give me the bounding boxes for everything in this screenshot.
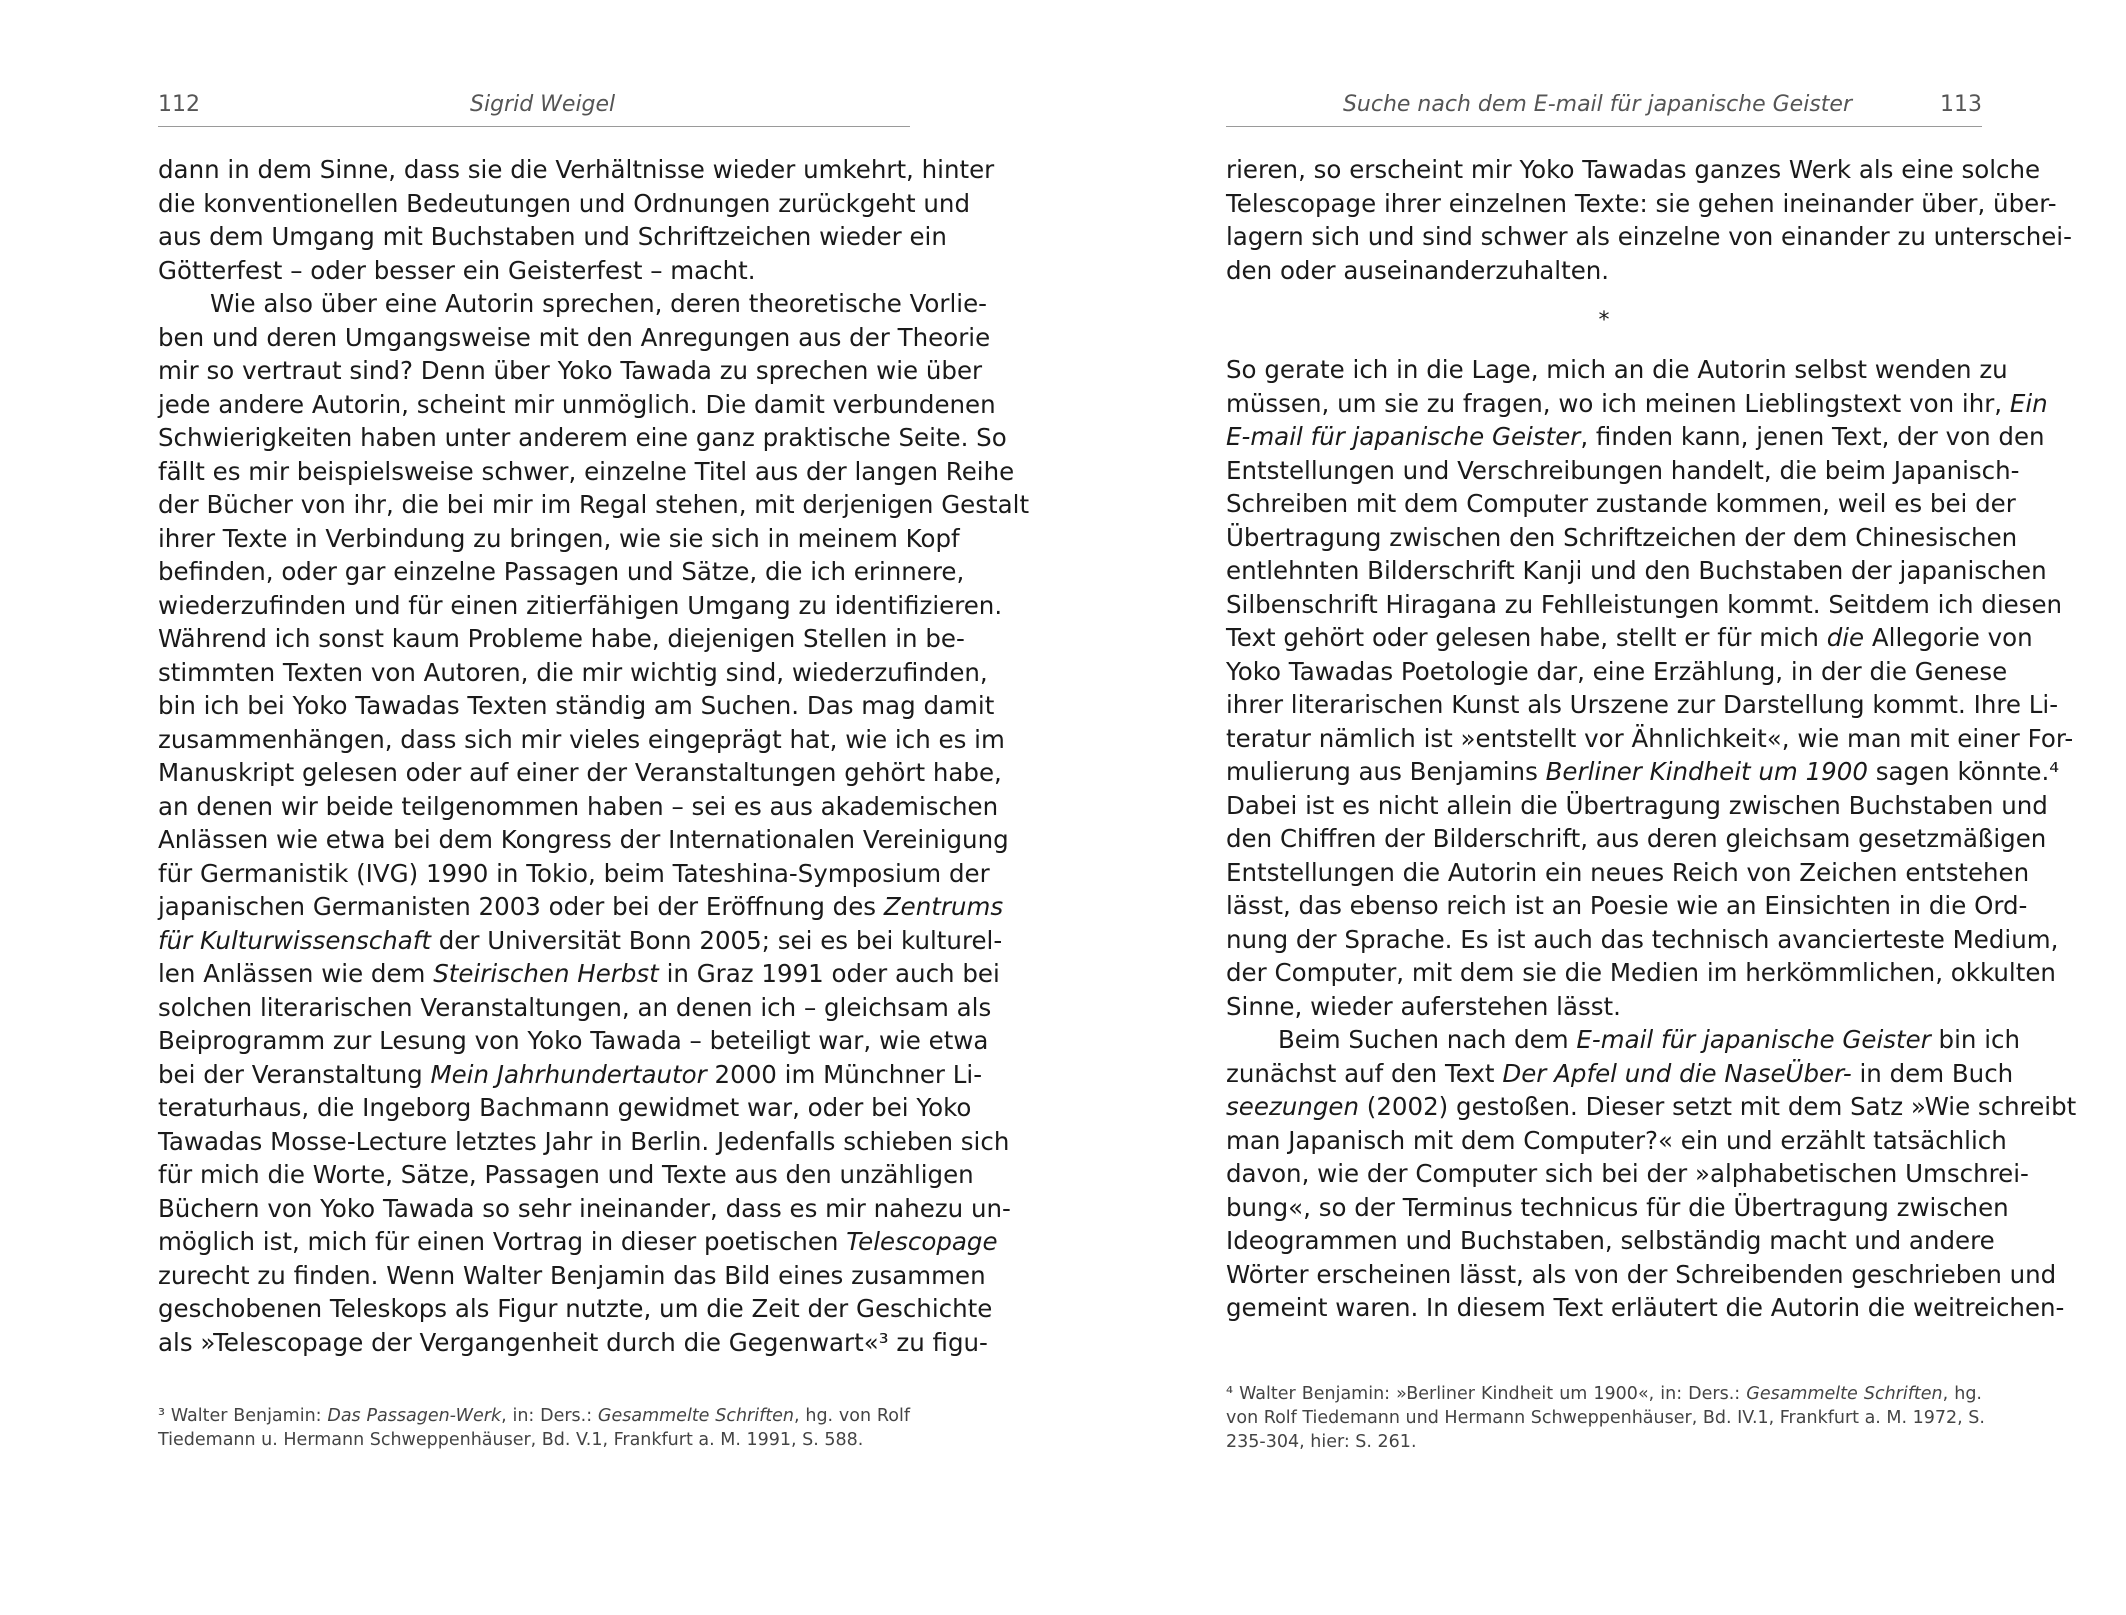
right-page (1226, 0, 2077, 1615)
italic-text: Zentrums (883, 892, 1004, 921)
text-line (158, 924, 1003, 958)
text-line (1226, 420, 2045, 454)
text-line: Anlässen wie etwa bei dem Kongress der Internationalen Vereinigung (158, 825, 1009, 854)
text-line: für mich die Worte, Sätze, Passagen und Texte aus den unzähligen (158, 1160, 974, 1189)
italic-text: Der Apfel und die Nase (1502, 1058, 1786, 1088)
left-footnote (158, 1404, 910, 1452)
text-segment: bei der Veranstaltung (158, 1059, 431, 1089)
text-line: nung der Sprache. Es ist auch das technisch avancierteste Medium, (1226, 924, 2059, 954)
text-line: teratur nämlich ist »entstellt vor Ähnlichkeit«, wie man mit einer For- (1226, 723, 2074, 753)
text-line: den oder auseinanderzuhalten. (1226, 255, 1610, 285)
text-line: Schreiben mit dem Computer zustande kommen, weil es bei der (1226, 489, 2016, 518)
text-segment: der Universität Bonn 2005; sei es bei kulturel- (430, 925, 1003, 955)
text-line: davon, wie der Computer sich bei der »alphabetischen Umschrei- (1226, 1159, 2029, 1188)
text-line: stimmten Texten von Autoren, die mir wichtig sind, wiederzufinden, (158, 657, 988, 687)
text-segment: zunächst auf den Text (1226, 1058, 1503, 1088)
left-page-number: 112 (158, 92, 200, 117)
text-segment: , in: Ders.: (501, 1406, 598, 1426)
footnote-line: von Rolf Tiedemann und Hermann Schweppenhäuser, Bd. IV.1, Frankfurt a. M. 1972, S. (1226, 1408, 1985, 1428)
text-segment: in Graz 1991 oder auch bei (658, 959, 1000, 988)
text-segment: ⁴ Walter Benjamin: »Berliner Kindheit um 1900«, in: Ders.: (1226, 1384, 1747, 1404)
italic-text: Mein Jahrhundertautor (430, 1059, 707, 1089)
text-line (158, 957, 1000, 991)
text-line: bung«, so der Terminus technicus für die Übertragung zwischen (1226, 1192, 2009, 1222)
text-line: Dabei ist es nicht allein die Übertragung zwischen Buchstaben und (1226, 790, 2048, 820)
text-line: mir so vertraut sind? Denn über Yoko Tawada zu sprechen wie über (158, 356, 983, 385)
footnote-line (158, 1404, 910, 1428)
text-line (1226, 755, 2060, 789)
text-line: Wörter erscheinen lässt, als von der Schreibenden geschrieben und (1226, 1259, 2057, 1289)
italic-text: seezungen (1226, 1092, 1359, 1121)
text-segment: , finden kann, jenen Text, der von den (1580, 422, 2045, 451)
italic-text: Telescopage (846, 1227, 998, 1256)
text-line: zusammenhängen, dass sich mir vieles eingeprägt hat, wie ich es im (158, 724, 1005, 754)
text-line: dann in dem Sinne, dass sie die Verhältnisse wieder umkehrt, hinter (158, 155, 995, 184)
text-line: man Japanisch mit dem Computer?« ein und erzählt tatsächlich (1226, 1125, 2007, 1155)
text-line: Ideogrammen und Buchstaben, selbständig macht und andere (1226, 1226, 1995, 1255)
text-line: geschobenen Teleskops als Figur nutzte, um die Zeit der Geschichte (158, 1294, 993, 1323)
text-segment: Text gehört oder gelesen habe, stellt er für mich (1226, 623, 1827, 652)
text-line: fällt es mir beispielsweise schwer, einzelne Titel aus der langen Reihe (158, 456, 1015, 486)
text-segment: , hg. von Rolf (794, 1406, 910, 1426)
text-line: befinden, oder gar einzelne Passagen und Sätze, die ich erinnere, (158, 557, 965, 586)
text-line: Manuskript gelesen oder auf einer der Veranstaltungen gehört habe, (158, 758, 1002, 787)
text-line: Während ich sonst kaum Probleme habe, diejenigen Stellen in be- (158, 624, 965, 653)
text-line: Büchern von Yoko Tawada so sehr ineinander, dass es mir nahezu un- (158, 1193, 1011, 1223)
text-line: aus dem Umgang mit Buchstaben und Schriftzeichen wieder ein (158, 222, 947, 251)
text-line (158, 890, 1004, 924)
text-segment: len Anlässen wie dem (158, 959, 434, 988)
right-body-text (1226, 153, 2077, 1325)
text-line (1226, 1090, 2077, 1124)
text-segment: (2002) gestoßen. Dieser setzt mit dem Satz »Wie schreibt (1358, 1092, 2077, 1121)
text-line: gemeint waren. In diesem Text erläutert die Autorin die weitreichen- (1226, 1293, 2065, 1322)
footnote-line: 235-304, hier: S. 261. (1226, 1432, 1417, 1452)
text-line: jede andere Autorin, scheint mir unmöglich. Die damit verbundenen (158, 389, 996, 419)
italic-text: Berliner Kindheit um 1900 (1545, 757, 1868, 786)
italic-text: Gesammelte Schriften (597, 1406, 794, 1426)
text-line: rieren, so erscheint mir Yoko Tawadas ganzes Werk als eine solche (1226, 155, 2041, 184)
right-running-head: Suche nach dem E-mail für japanische Geister (1342, 92, 1852, 117)
text-line: wiederzufinden und für einen zitierfähigen Umgang zu identifizieren. (158, 590, 1003, 620)
text-segment: mulierung aus Benjamins (1226, 757, 1546, 786)
text-line: Übertragung zwischen den Schriftzeichen der dem Chinesischen (1226, 522, 2018, 552)
text-line: Tawadas Mosse-Lecture letztes Jahr in Berlin. Jedenfalls schieben sich (158, 1126, 1010, 1156)
text-line: die konventionellen Bedeutungen und Ordnungen zurückgeht und (158, 188, 970, 218)
text-line: Silbenschrift Hiragana zu Fehlleistungen kommt. Seitdem ich diesen (1226, 589, 2063, 619)
text-segment: bin ich (1930, 1025, 2021, 1054)
italic-text: Steirischen Herbst (433, 959, 659, 988)
text-segment: ³ Walter Benjamin: (158, 1406, 328, 1426)
text-line: Entstellungen und Verschreibungen handelt, die beim Japanisch- (1226, 455, 2020, 485)
right-header (1226, 92, 1982, 127)
text-line: Götterfest – oder besser ein Geisterfest – macht. (158, 255, 756, 285)
italic-text: für Kulturwissenschaft (158, 925, 431, 955)
text-segment: sagen könnte.⁴ (1867, 757, 2060, 786)
footnote-line (1226, 1382, 1982, 1406)
left-header (158, 92, 910, 127)
text-line (1226, 1057, 2014, 1091)
text-line: So gerate ich in die Lage, mich an die Autorin selbst wenden zu (1226, 355, 2008, 384)
text-line: solchen literarischen Veranstaltungen, an denen ich – gleichsam als (158, 992, 992, 1022)
section-break-asterisk: * (1598, 308, 1610, 333)
text-segment: Beim Suchen nach dem (1278, 1025, 1577, 1054)
text-line (158, 1058, 983, 1092)
text-line (1226, 387, 2048, 421)
right-page-number: 113 (1940, 92, 1982, 117)
text-line (158, 1225, 998, 1259)
text-line: ihrer literarischen Kunst als Urszene zur Darstellung kommt. Ihre Li- (1226, 690, 2059, 719)
italic-text: Über- (1785, 1058, 1852, 1088)
text-line: Yoko Tawadas Poetologie dar, eine Erzählung, in der die Genese (1226, 656, 2008, 686)
footnote-line: Tiedemann u. Hermann Schweppenhäuser, Bd. V.1, Frankfurt a. M. 1991, S. 588. (158, 1430, 864, 1450)
text-line: der Computer, mit dem sie die Medien im herkömmlichen, okkulten (1226, 958, 2056, 987)
text-line: zurecht zu finden. Wenn Walter Benjamin das Bild eines zusammen (158, 1260, 986, 1290)
left-running-head: Sigrid Weigel (470, 92, 616, 117)
text-line (1226, 621, 2033, 655)
text-line: Beiprogramm zur Lesung von Yoko Tawada – beteiligt war, wie etwa (158, 1026, 989, 1055)
text-line: lässt, das ebenso reich ist an Poesie wie an Einsichten in die Ord- (1226, 891, 2028, 920)
text-line: den Chiffren der Bilderschrift, aus deren gleichsam gesetzmäßigen (1226, 824, 2047, 853)
left-body-text (158, 153, 1030, 1359)
text-line: für Germanistik (IVG) 1990 in Tokio, beim Tateshina-Symposium der (158, 858, 990, 888)
text-line: ben und deren Umgangsweise mit den Anregungen aus der Theorie (158, 322, 991, 352)
text-segment: möglich ist, mich für einen Vortrag in dieser poetischen (158, 1227, 847, 1256)
text-segment: 2000 im Münchner Li- (706, 1059, 983, 1089)
text-line: entlehnten Bilderschrift Kanji und den Buchstaben der japanischen (1226, 556, 2047, 585)
italic-text: E-mail für japanische Geister (1226, 422, 1581, 451)
right-footnote (1226, 1382, 1985, 1454)
text-line: lagern sich und sind schwer als einzelne von einander zu unterschei- (1226, 222, 2072, 251)
text-line: Wie also über eine Autorin sprechen, deren theoretische Vorlie- (210, 289, 988, 318)
italic-text: Das Passagen-Werk (327, 1406, 502, 1426)
text-line (1226, 1023, 2021, 1057)
italic-text: die (1826, 623, 1865, 652)
text-segment: in dem Buch (1851, 1058, 2014, 1088)
text-line: an denen wir beide teilgenommen haben – sei es aus akademischen (158, 791, 999, 821)
text-line: der Bücher von ihr, die bei mir im Regal stehen, mit derjenigen Gestalt (158, 490, 1030, 519)
text-segment: , hg. (1942, 1384, 1982, 1404)
text-line: Sinne, wieder auferstehen lässt. (1226, 991, 1621, 1021)
right-paragraph-continued (1226, 153, 2072, 287)
text-line: Telescopage ihrer einzelnen Texte: sie gehen ineinander über, über- (1226, 188, 2057, 218)
text-line: Schwierigkeiten haben unter anderem eine ganz praktische Seite. So (158, 423, 1007, 452)
text-segment: japanischen Germanisten 2003 oder bei der Eröffnung des (158, 892, 884, 921)
italic-text: Ein (2009, 388, 2048, 418)
right-paragraphs-main (1226, 353, 2077, 1325)
text-line: ihrer Texte in Verbindung zu bringen, wie sie sich in meinem Kopf (158, 523, 960, 553)
left-page (158, 0, 1030, 1615)
text-line: als »Telescopage der Vergangenheit durch die Gegenwart«³ zu figu- (158, 1327, 988, 1357)
text-line: bin ich bei Yoko Tawadas Texten ständig am Suchen. Das mag damit (158, 691, 995, 720)
text-segment: Allegorie von (1864, 623, 2033, 652)
text-line: teraturhaus, die Ingeborg Bachmann gewidmet war, oder bei Yoko (158, 1093, 972, 1122)
italic-text: Gesammelte Schriften (1746, 1384, 1943, 1404)
italic-text: E-mail für japanische Geister (1576, 1025, 1931, 1054)
text-segment: müssen, um sie zu fragen, wo ich meinen Lieblingstext von ihr, (1226, 388, 2010, 418)
text-line: Entstellungen die Autorin ein neues Reich von Zeichen entstehen (1226, 857, 2030, 887)
